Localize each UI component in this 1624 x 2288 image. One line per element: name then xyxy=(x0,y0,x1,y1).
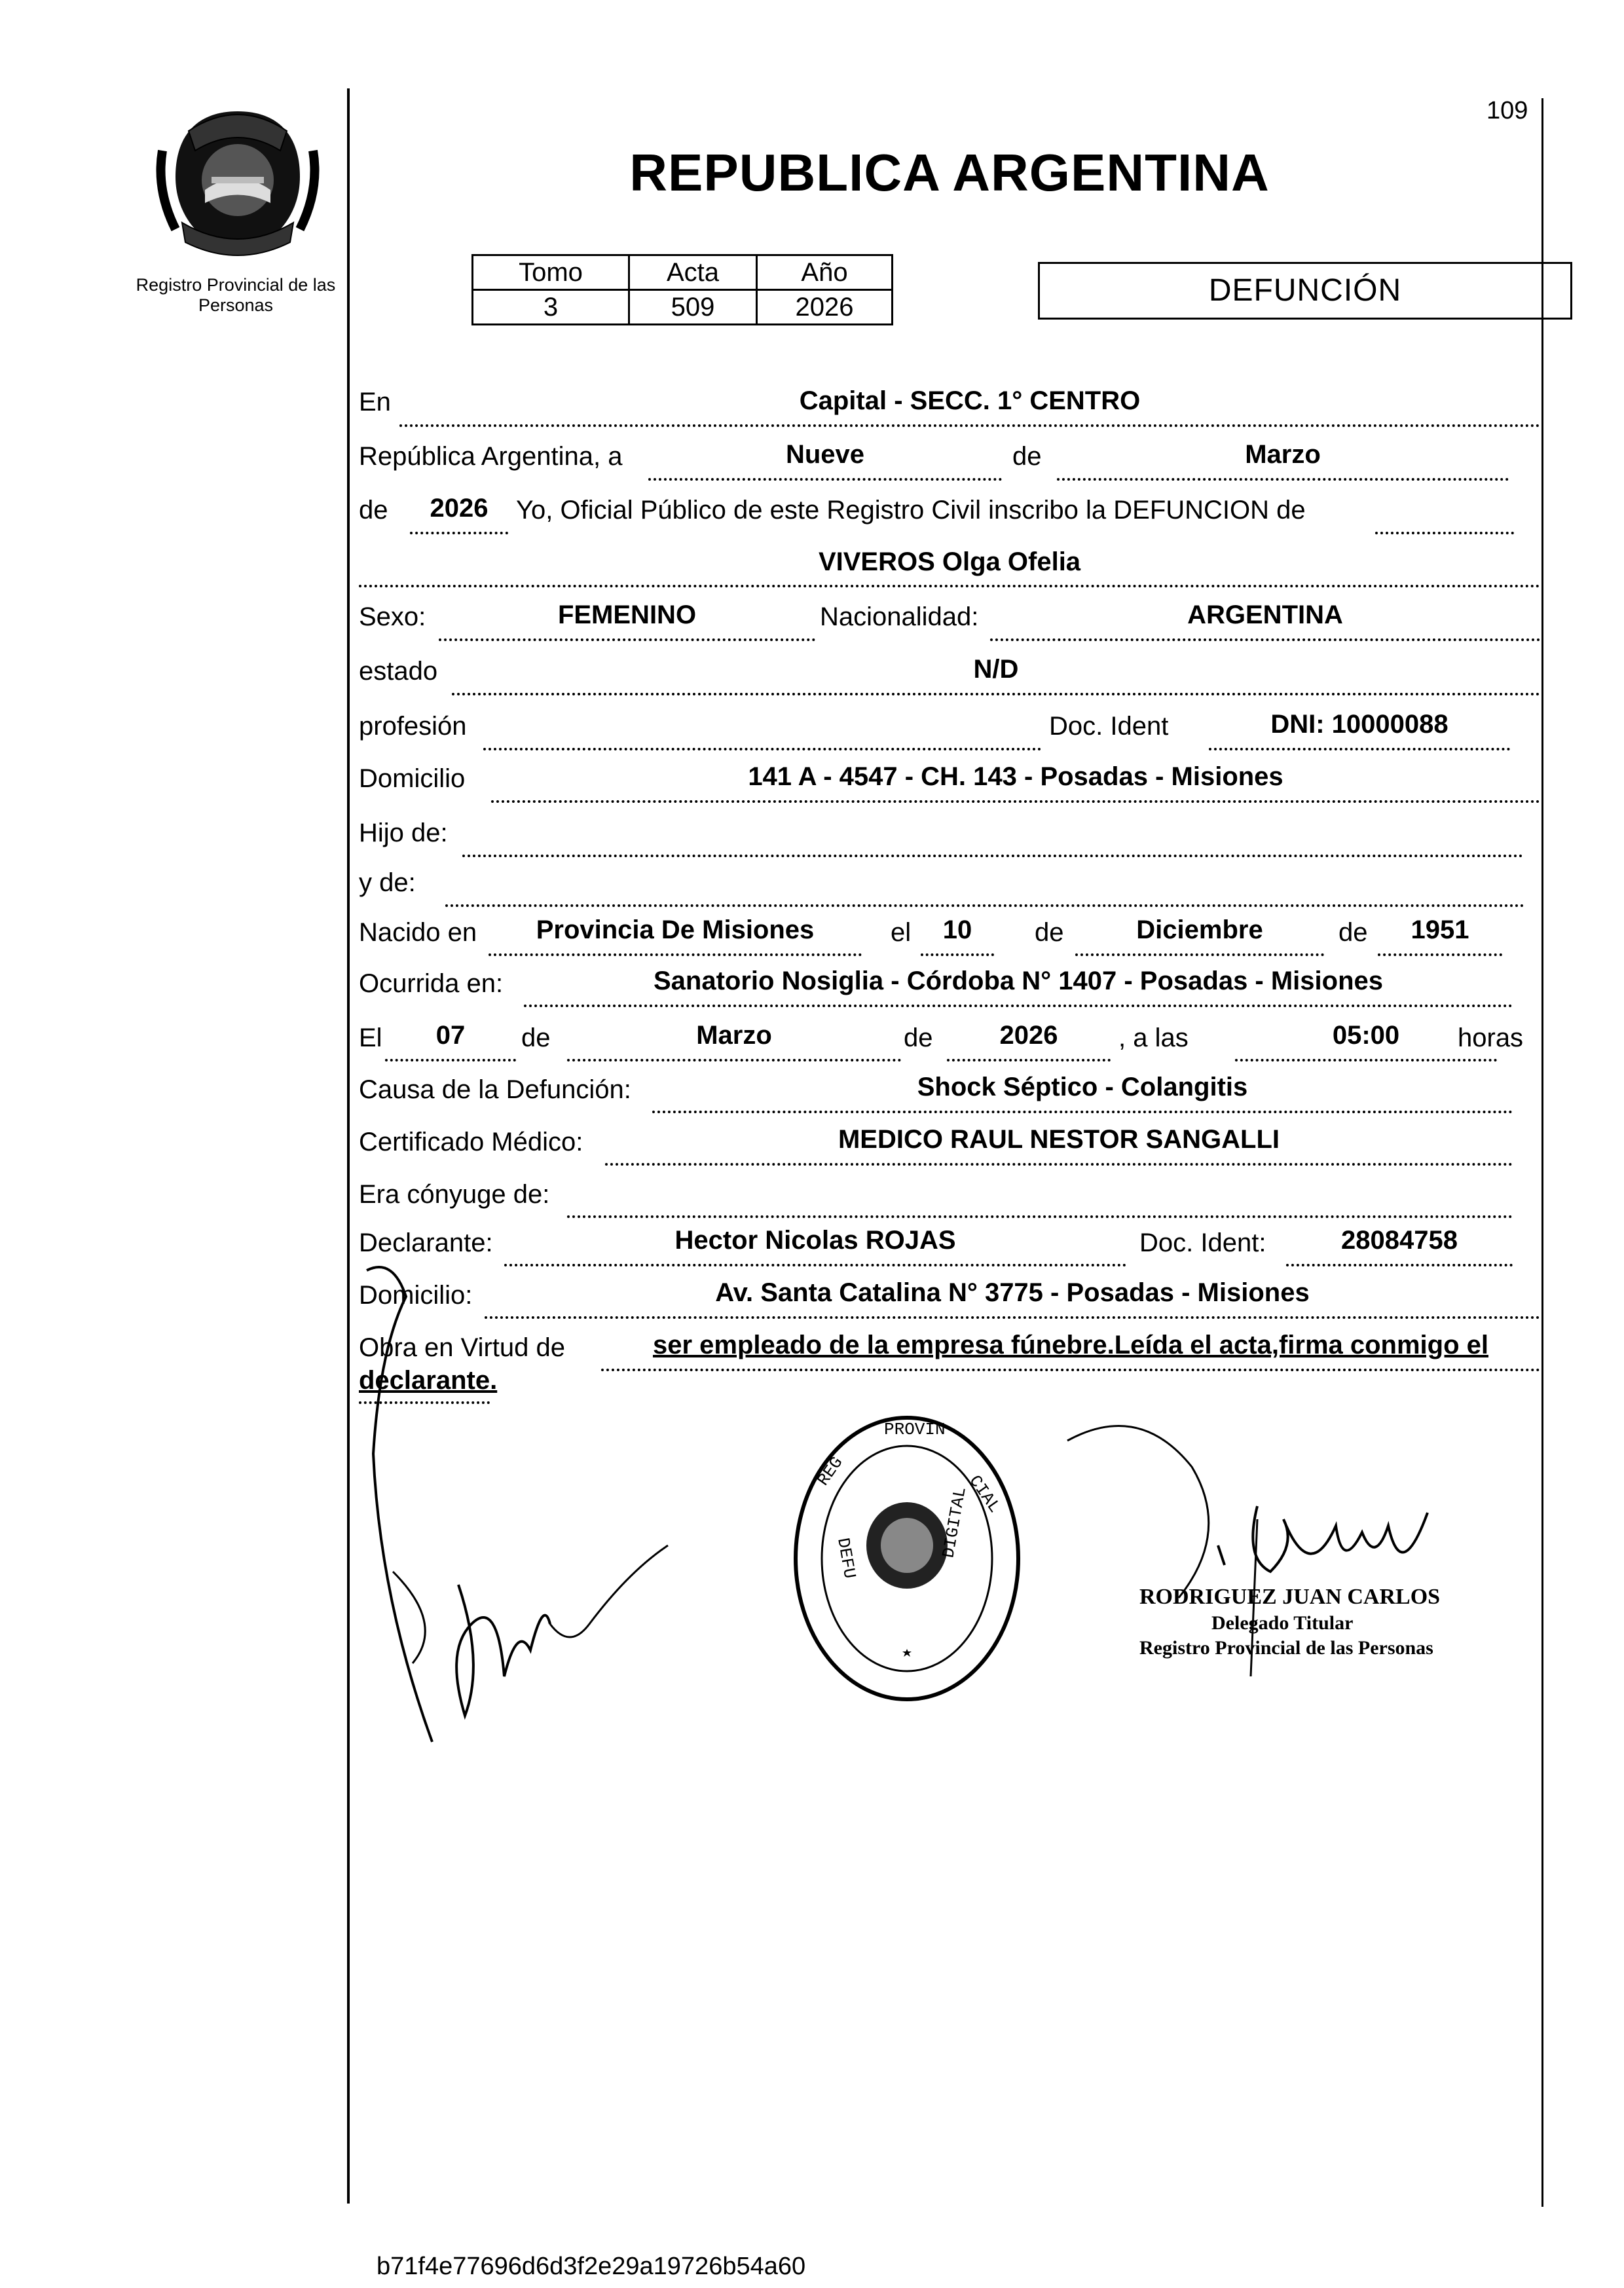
causa-label: Causa de la Defunción: xyxy=(359,1075,631,1104)
domicilio-label: Domicilio xyxy=(359,764,466,793)
birth-year: 1951 xyxy=(1411,915,1469,944)
horas-label: horas xyxy=(1458,1024,1524,1052)
death-de1: de xyxy=(521,1024,551,1052)
hijo-line xyxy=(462,855,1523,857)
obra-label: Obra en Virtud de xyxy=(359,1333,566,1362)
decl-doc-value: 28084758 xyxy=(1341,1226,1458,1255)
death-year: 2026 xyxy=(999,1021,1058,1050)
en-line xyxy=(399,424,1540,427)
document-title: REPUBLICA ARGENTINA xyxy=(629,143,1270,202)
svg-text:CIAL: CIAL xyxy=(965,1471,1005,1517)
decl-doc-line xyxy=(1286,1264,1513,1266)
doc-ident-value: DNI: 10000088 xyxy=(1270,710,1449,739)
declarante-value: Hector Nicolas ROJAS xyxy=(674,1226,956,1255)
domicilio-value: 141 A - 4547 - CH. 143 - Posadas - Misiones xyxy=(748,762,1283,791)
obra-value: ser empleado de la empresa fúnebre.Leída el acta,firma conmigo el xyxy=(652,1331,1488,1359)
sexo-line xyxy=(439,638,815,641)
sexo-label: Sexo: xyxy=(359,602,426,631)
estado-value: N/D xyxy=(973,655,1019,684)
birth-month-line xyxy=(1075,953,1324,956)
acta-header: Acta xyxy=(629,255,757,290)
declarante-label: Declarante: xyxy=(359,1228,493,1257)
provincial-emblem xyxy=(149,105,326,262)
deceased-name: VIVEROS Olga Ofelia xyxy=(818,547,1081,576)
official-title: Delegado Titular xyxy=(1211,1612,1354,1634)
death-day: 07 xyxy=(435,1021,466,1050)
agency-name: Registro Provincial de las Personas xyxy=(136,275,336,315)
obra-value-cont: declarante. xyxy=(359,1366,498,1395)
decl-dom-value: Av. Santa Catalina N° 3775 - Posadas - Misiones xyxy=(715,1278,1310,1307)
day-line xyxy=(648,478,1002,481)
decl-dom-label: Domicilio: xyxy=(359,1281,473,1310)
year-value: 2026 xyxy=(430,494,489,523)
official-name: RODRIGUEZ JUAN CARLOS xyxy=(1139,1585,1441,1609)
name-line xyxy=(359,585,1540,587)
inscribe-text: Yo, Oficial Público de este Registro Civil inscribo la DEFUNCION de xyxy=(516,496,1306,525)
case-id: b71f4e77696d6d3f2e29a19726b54a60 xyxy=(377,2253,806,2280)
certificado-label: Certificado Médico: xyxy=(359,1128,583,1156)
obra-line xyxy=(601,1369,1540,1371)
sexo-value: FEMENINO xyxy=(557,600,697,629)
nacionalidad-label: Nacionalidad: xyxy=(820,602,979,631)
causa-value: Shock Séptico - Colangitis xyxy=(917,1073,1248,1101)
estado-label: estado xyxy=(359,657,438,686)
birth-day-line xyxy=(921,953,994,956)
page-number: 109 xyxy=(1486,97,1528,124)
ocurrida-line xyxy=(524,1005,1513,1007)
en-label: En xyxy=(359,388,391,416)
right-margin-rule xyxy=(1541,98,1543,2207)
certificado-line xyxy=(605,1163,1513,1166)
anio-value: 2026 xyxy=(757,290,893,325)
death-month: Marzo xyxy=(696,1021,772,1050)
nacionalidad-value: ARGENTINA xyxy=(1187,600,1343,629)
conyuge-label: Era cónyuge de: xyxy=(359,1180,550,1209)
conyuge-line xyxy=(567,1215,1513,1218)
domicilio-line xyxy=(491,800,1540,803)
hijo-label: Hijo de: xyxy=(359,819,448,847)
profesion-label: profesión xyxy=(359,712,467,741)
left-margin-rule xyxy=(347,88,350,2204)
nacido-line xyxy=(489,953,862,956)
year-line xyxy=(410,532,508,534)
causa-line xyxy=(652,1111,1513,1113)
birth-day: 10 xyxy=(942,915,972,944)
svg-text:REG: REG xyxy=(813,1453,847,1490)
alas-label: , a las xyxy=(1118,1024,1189,1052)
doc-ident-label: Doc. Ident xyxy=(1049,712,1169,741)
nacionalidad-line xyxy=(990,638,1540,641)
anio-header: Año xyxy=(757,255,893,290)
de2-label: de xyxy=(359,496,388,525)
svg-text:DEFU: DEFU xyxy=(833,1536,860,1580)
birth-de2: de xyxy=(1338,918,1368,947)
certificado-value: MEDICO RAUL NESTOR SANGALLI xyxy=(838,1125,1280,1154)
de-label: de xyxy=(1012,442,1042,471)
registry-table xyxy=(471,254,893,325)
death-month-line xyxy=(567,1059,901,1061)
death-year-line xyxy=(947,1059,1111,1061)
ocurrida-label: Ocurrida en: xyxy=(359,969,504,998)
document-type-box: DEFUNCIÓN xyxy=(1038,262,1572,320)
acta-value: 509 xyxy=(629,290,757,325)
month-line xyxy=(1057,478,1509,481)
svg-text:DIGITAL: DIGITAL xyxy=(938,1485,970,1560)
birth-year-line xyxy=(1378,953,1502,956)
inscribe-line xyxy=(1375,532,1514,534)
decl-doc-label: Doc. Ident: xyxy=(1139,1228,1266,1257)
ocurrida-value: Sanatorio Nosiglia - Córdoba N° 1407 - Posadas - Misiones xyxy=(653,967,1384,995)
death-day-line xyxy=(385,1059,516,1061)
nacido-label: Nacido en xyxy=(359,918,477,947)
month-text: Marzo xyxy=(1245,440,1321,469)
declarant-signature xyxy=(354,1257,694,1768)
yde-line xyxy=(445,904,1524,907)
birth-de1: de xyxy=(1035,918,1064,947)
registry-seal-stamp xyxy=(786,1408,1028,1709)
death-time-line xyxy=(1235,1059,1497,1061)
tomo-header: Tomo xyxy=(473,255,629,290)
tomo-value: 3 xyxy=(473,290,629,325)
place-value: Capital - SECC. 1° CENTRO xyxy=(799,386,1141,415)
profesion-line xyxy=(483,748,1041,750)
death-time: 05:00 xyxy=(1332,1021,1400,1050)
estado-line xyxy=(452,693,1540,695)
birth-month: Diciembre xyxy=(1136,915,1263,944)
doc-ident-line xyxy=(1209,748,1510,750)
yde-label: y de: xyxy=(359,868,416,897)
birth-place: Provincia De Misiones xyxy=(536,915,815,944)
svg-text:PROVIN: PROVIN xyxy=(884,1420,946,1439)
day-text: Nueve xyxy=(785,440,865,469)
death-de2: de xyxy=(904,1024,933,1052)
republica-label: República Argentina, a xyxy=(359,442,623,471)
official-office: Registro Provincial de las Personas xyxy=(1139,1637,1433,1659)
el-label: el xyxy=(891,918,912,947)
el2-label: El xyxy=(359,1024,382,1052)
